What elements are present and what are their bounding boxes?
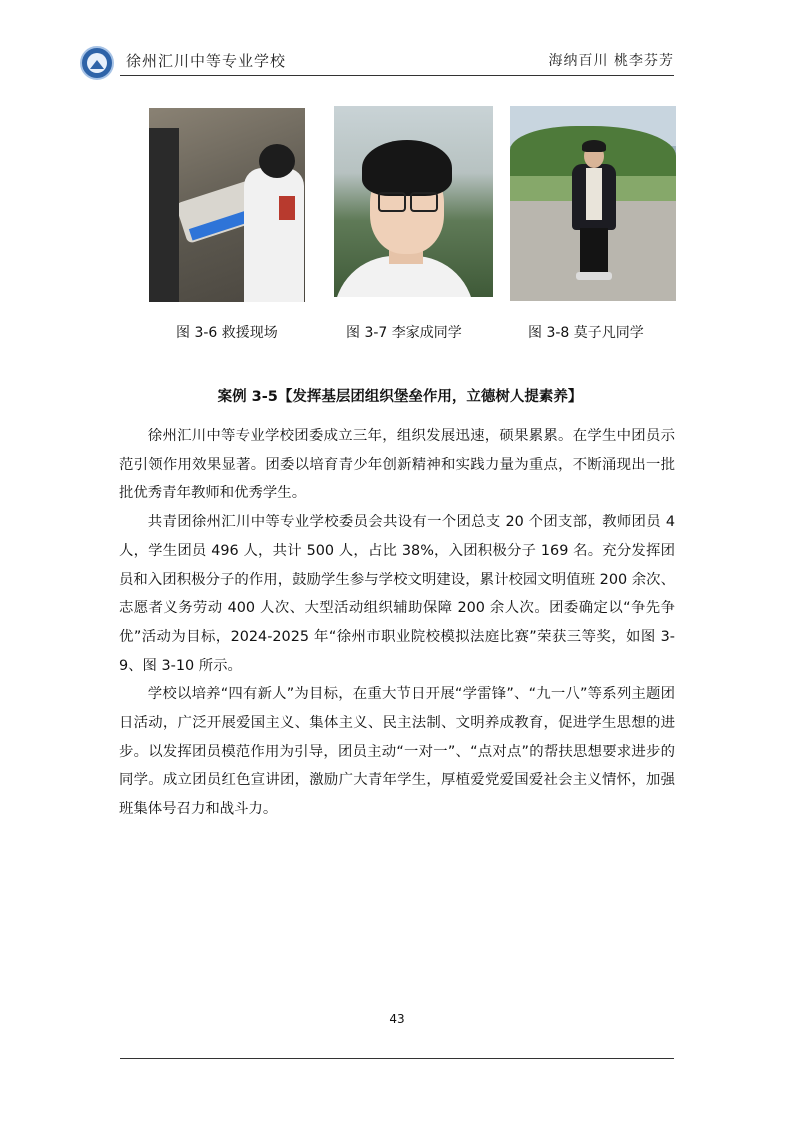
header-motto: 海纳百川 桃李芬芳 (548, 53, 674, 69)
paragraph: 共青团徐州汇川中等专业学校委员会共设有一个团总支 20 个团支部，教师团员 4 人，学生团员 496 人，共计 500 人，占比 38%，入团积极分子 169 名。充分发挥团员和入团积极分子的作用，鼓励学生参与学校文明建设，累计校园文明值班 200 余次、志愿者义务劳动 400 人次、大型活动组织辅助保障 200 余人次。团委确定以“争先争优”活动为目标，2024-2025 年“徐州市职业院校模拟法庭比赛”荣获三等奖，如图 3-9、图 3-10 所示。 (119, 514, 675, 674)
header-divider (120, 75, 674, 76)
footer-divider (120, 1058, 674, 1059)
figure-caption: 图 3-8 莫子凡同学 (528, 325, 644, 341)
photo-student-mo (510, 106, 676, 301)
paragraph: 徐州汇川中等专业学校团委成立三年，组织发展迅速，硕果累累。在学生中团员示范引领作用效果显著。团委以培育青少年创新精神和实践力量为重点，不断涌现出一批批优秀青年教师和优秀学生。 (119, 428, 675, 502)
figure-caption: 图 3-7 李家成同学 (346, 325, 462, 341)
paragraph: 学校以培养“四有新人”为目标，在重大节日开展“学雷锋”、“九一八”等系列主题团日活动，广泛开展爱国主义、集体主义、民主法制、文明养成教育，促进学生思想的进步。以发挥团员模范作用为引导，团员主动“一对一”、“点对点”的帮扶思想要求进步的同学。成立团员红色宣讲团，激励广大青年学生，厚植爱党爱国爱社会主义情怀，加强班集体号召力和战斗力。 (119, 686, 676, 818)
photo-student-li (334, 106, 493, 297)
school-logo-icon (80, 46, 114, 80)
header-school-name: 徐州汇川中等专业学校 (126, 52, 287, 70)
figure-caption: 图 3-6 救援现场 (176, 325, 278, 341)
photo-rescue-scene (149, 108, 305, 302)
page-header (0, 0, 794, 80)
body-text (119, 422, 675, 824)
page-number: 43 (389, 1012, 405, 1026)
section-title: 案例 3-5【发挥基层团组织堡垒作用，立德树人提素养】 (217, 389, 583, 405)
